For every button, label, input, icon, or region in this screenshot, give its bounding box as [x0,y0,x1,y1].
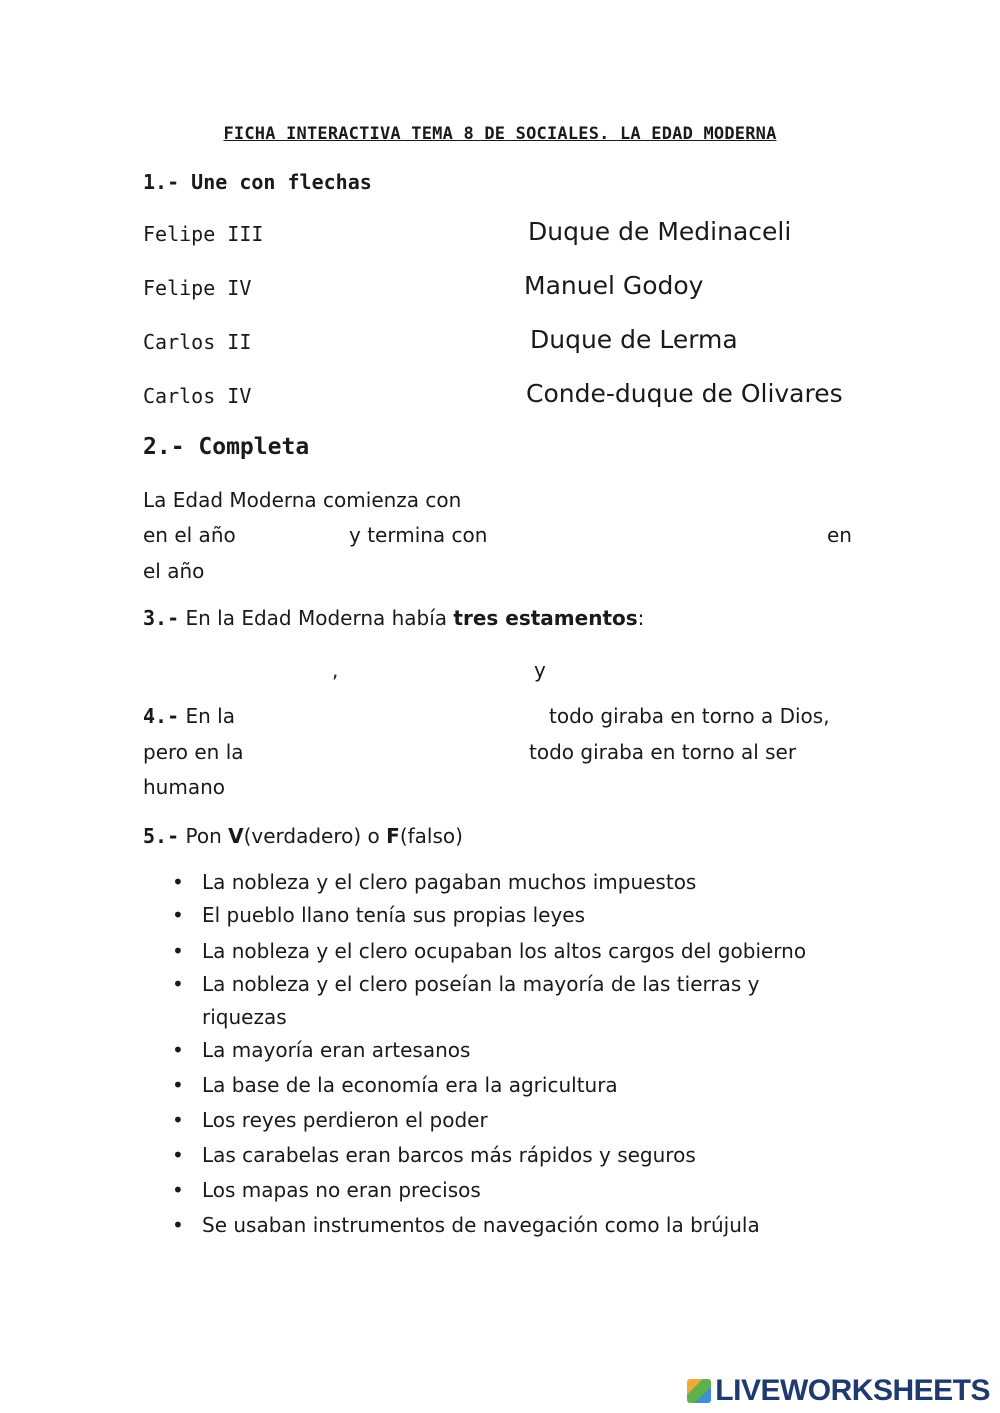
section4-line1a [143,704,235,728]
statement-8[interactable]: • Las carabelas eran barcos más rápidos y seguros [202,1139,902,1172]
statement-2[interactable]: • El pueblo llano tenía sus propias leyes [202,899,902,932]
right-item-3[interactable]: Duque de Lerma [530,325,738,354]
section5-heading [143,824,463,848]
left-item-4[interactable]: Carlos IV [143,384,252,408]
statement-7[interactable]: • Los reyes perdieron el poder [202,1104,902,1137]
left-item-3[interactable]: Carlos II [143,330,252,354]
logo-text: LIVEWORKSHEETS [715,1374,990,1407]
page-title: FICHA INTERACTIVA TEMA 8 DE SOCIALES. LA EDAD MODERNA [223,124,777,144]
section5-f: F [386,824,400,848]
section3-line [143,606,644,630]
left-item-2[interactable]: Felipe IV [143,276,252,300]
estamentos-y: y [534,658,546,682]
section5-vtext: (verdadero) o [243,824,387,848]
liveworksheets-logo [687,1374,990,1408]
right-item-2[interactable]: Manuel Godoy [524,271,704,300]
section4-a: En la [179,704,235,728]
section3-number: 3.- [143,606,180,630]
statement-4[interactable]: • La nobleza y el clero poseían la mayoría de las tierras y riquezas [202,968,842,1034]
section3-text: En la Edad Moderna había [179,606,454,630]
completa-line3: el año [143,559,205,583]
statement-1[interactable]: • La nobleza y el clero pagaban muchos impuestos [202,866,902,899]
section5-pon: Pon [179,824,229,848]
section1-heading: 1.- Une con flechas [143,170,372,194]
estamentos-comma: , [332,658,339,682]
statement-9[interactable]: • Los mapas no eran precisos [202,1174,902,1207]
completa-line2c: en [827,523,852,547]
statement-5[interactable]: • La mayoría eran artesanos [202,1034,902,1067]
statement-10[interactable]: • Se usaban instrumentos de navegación como la brújula [202,1209,902,1242]
statement-6[interactable]: • La base de la economía era la agricultura [202,1069,902,1102]
right-item-1[interactable]: Duque de Medinaceli [528,217,792,246]
left-item-1[interactable]: Felipe III [143,222,264,246]
statement-3[interactable]: • La nobleza y el clero ocupaban los altos cargos del gobierno [202,935,902,968]
logo-mark-icon [687,1379,711,1403]
right-item-4[interactable]: Conde-duque de Olivares [526,379,843,408]
section4-number: 4.- [143,704,180,728]
section5-v: V [228,824,244,848]
section4-b: todo giraba en torno a Dios, [549,704,830,728]
section3-colon: : [637,606,645,630]
true-false-list [160,866,902,1242]
section5-ftext: (falso) [399,824,463,848]
completa-line1: La Edad Moderna comienza con [143,488,462,512]
section2-heading: 2.- Completa [143,434,310,460]
section4-c: pero en la [143,740,244,764]
completa-line2b: y termina con [349,523,488,547]
section3-bold: tres estamentos [453,606,638,630]
section4-e: humano [143,775,226,799]
section4-d: todo giraba en torno al ser [529,740,797,764]
completa-line2a: en el año [143,523,236,547]
section5-number: 5.- [143,824,180,848]
